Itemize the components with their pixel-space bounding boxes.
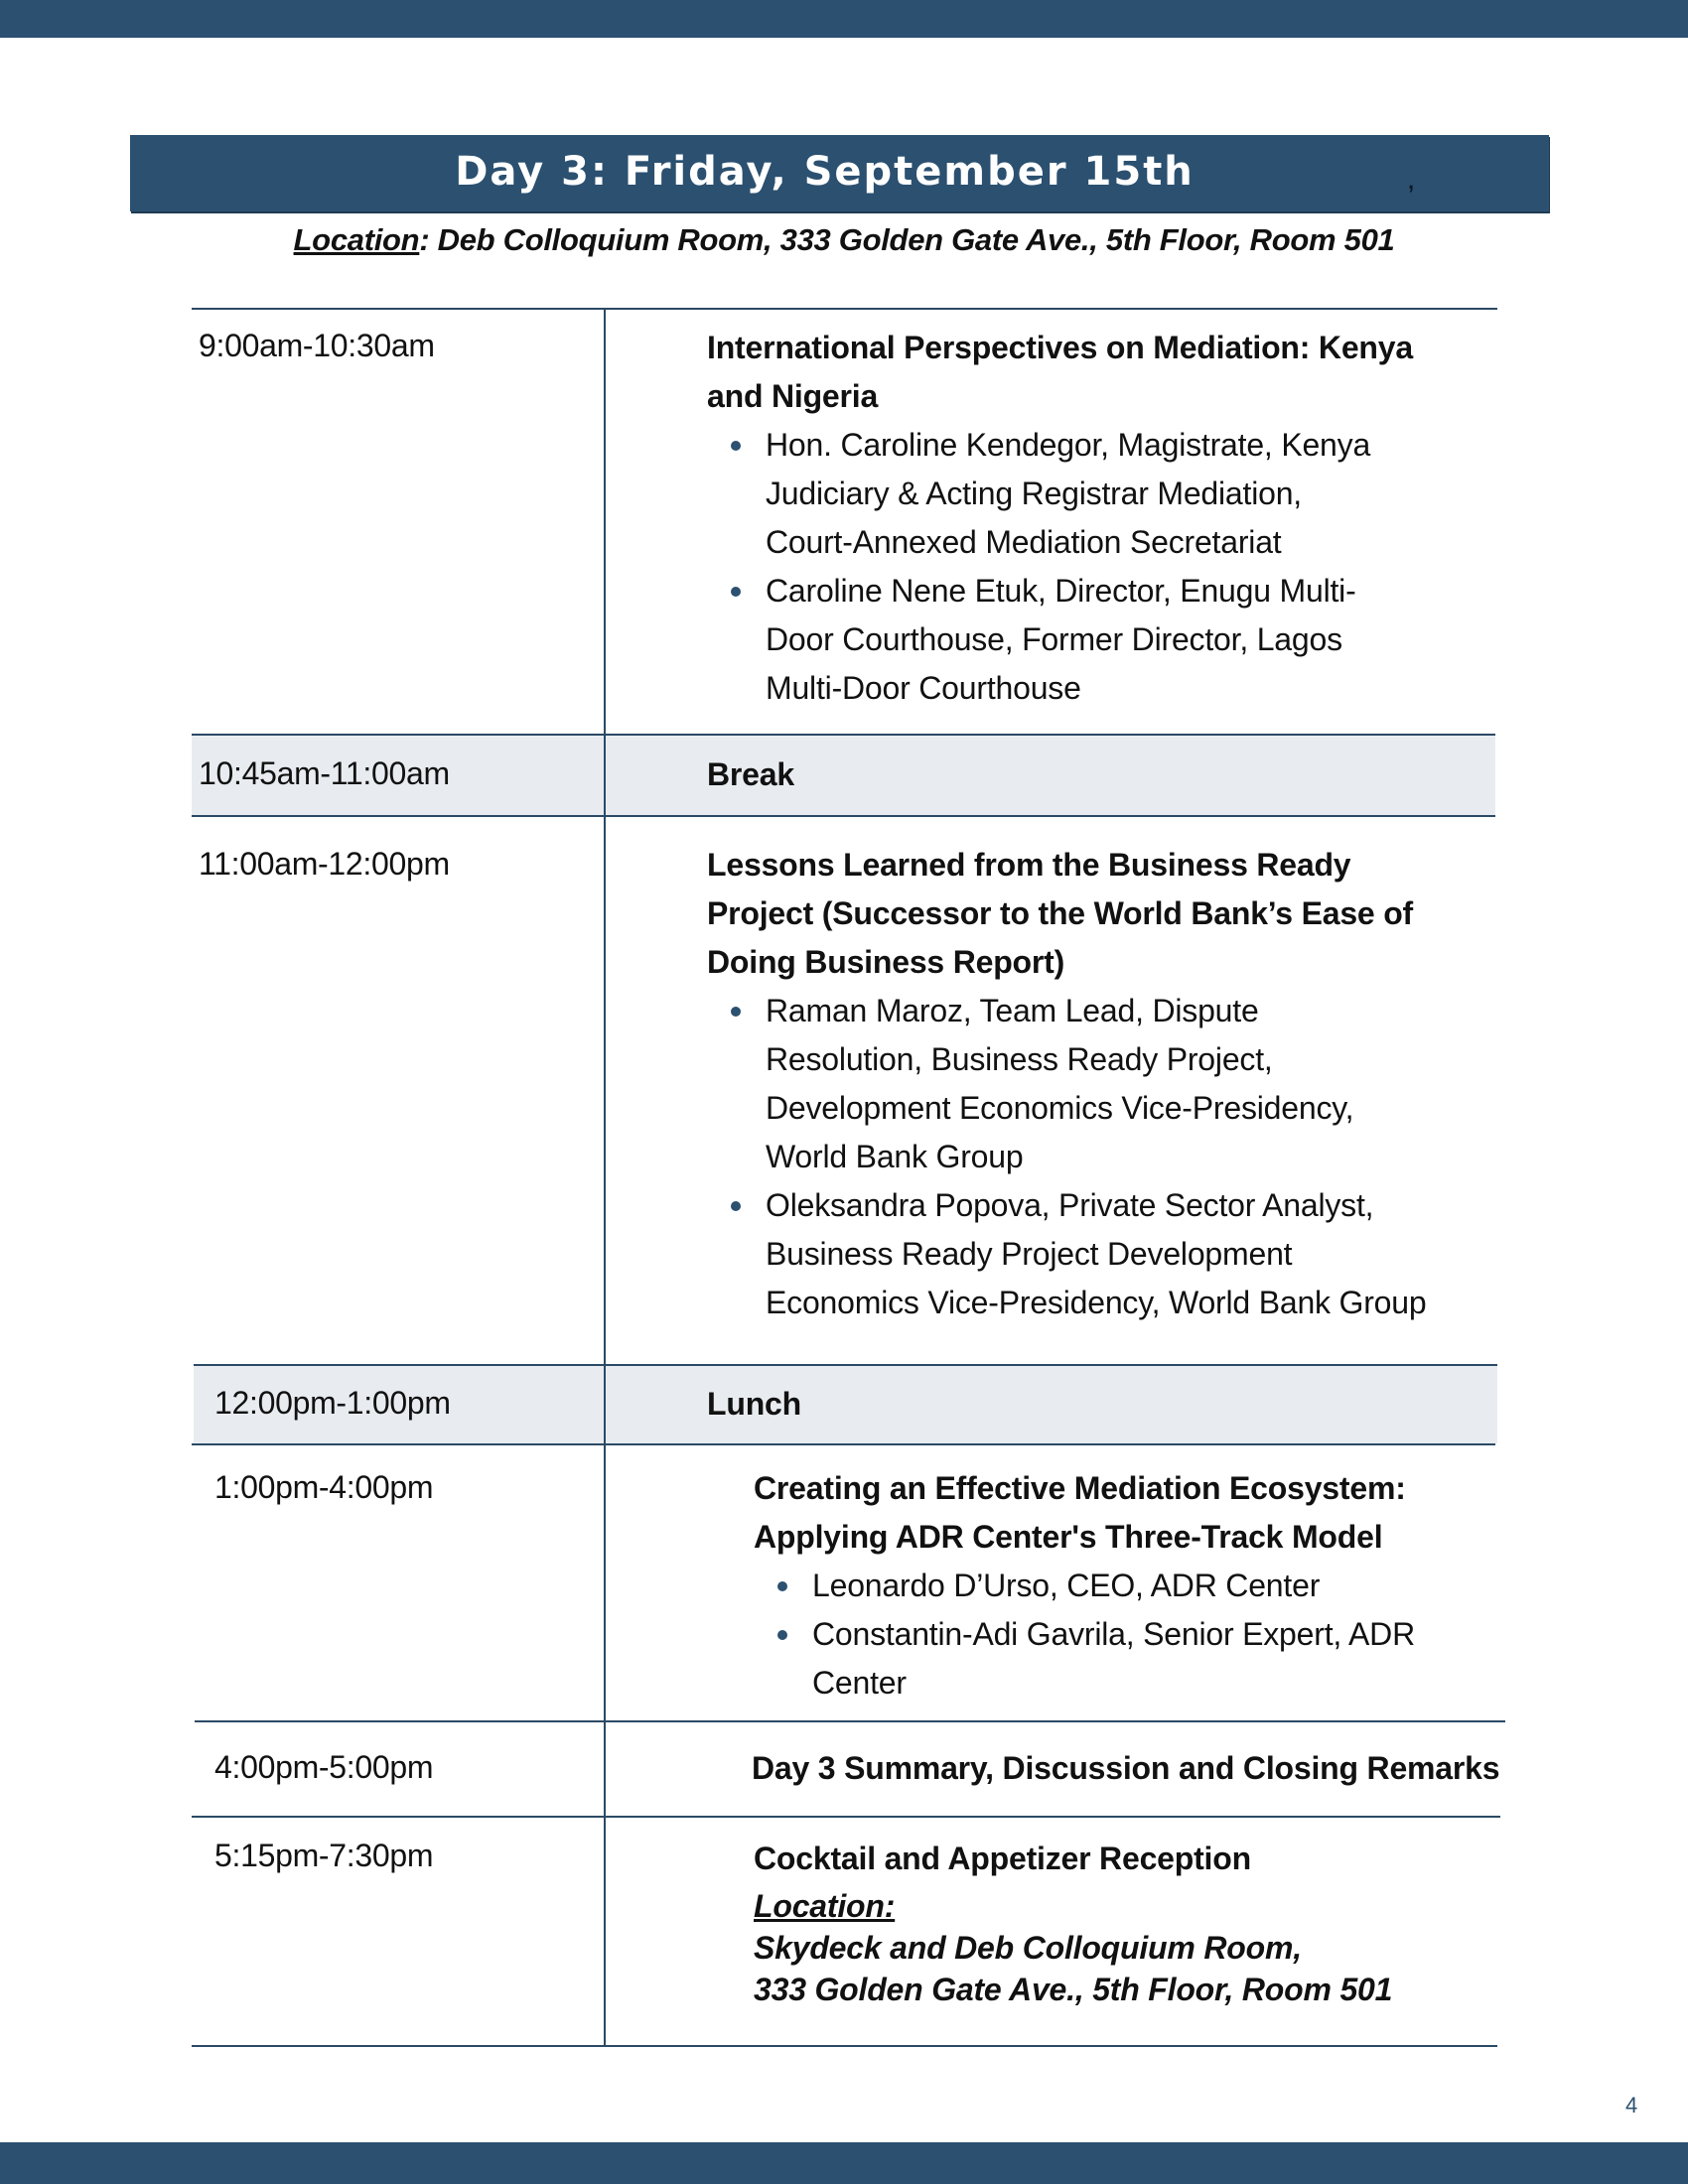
speaker-item: Raman Maroz, Team Lead, Dispute Resolution, Business Ready Project, Development Economics Vice-Presidency, World Bank Group <box>707 987 1501 1181</box>
session-title: Lunch <box>707 1386 801 1422</box>
reception-location-label: Location: <box>754 1888 896 1924</box>
session-time: 10:45am-11:00am <box>199 755 450 791</box>
location-label: Location <box>293 222 420 257</box>
table-rule <box>194 1364 1497 1366</box>
session-block <box>707 1380 801 1429</box>
table-rule <box>195 1720 1505 1722</box>
location-value: Deb Colloquium Room, 333 Golden Gate Ave., 5th Floor, Room 501 <box>429 222 1395 257</box>
session-time: 1:00pm-4:00pm <box>214 1469 434 1505</box>
speaker-list <box>707 421 1491 713</box>
speaker-item: Constantin-Adi Gavrila, Senior Expert, ADR Center <box>754 1610 1508 1707</box>
reception-location: Location: Skydeck and Deb Colloquium Room, 333 Golden Gate Ave., 5th Floor, Room 501 <box>754 1885 1392 2010</box>
session-title: Day 3 Summary, Discussion and Closing Remarks <box>752 1750 1500 1786</box>
session-time: 4:00pm-5:00pm <box>214 1749 434 1785</box>
bullet-icon <box>731 587 741 597</box>
table-rule <box>192 1443 1495 1445</box>
session-title: Lessons Learned from the Business Ready Project (Successor to the World Bank’s Ease of Doing Business Report) <box>707 847 1414 980</box>
speaker-item: Leonardo D’Urso, CEO, ADR Center <box>754 1562 1508 1610</box>
location-colon: : <box>419 222 430 257</box>
session-block <box>752 1744 1499 1793</box>
top-band <box>0 0 1688 38</box>
bullet-icon <box>731 1007 741 1017</box>
bottom-band <box>0 2142 1688 2184</box>
session-block <box>707 841 1501 1327</box>
page-number: 4 <box>1625 2093 1638 2117</box>
table-rule <box>192 308 1497 310</box>
session-block <box>754 1835 1392 2010</box>
session-block <box>707 751 794 799</box>
day-title-banner <box>130 135 1549 211</box>
speaker-list <box>707 987 1501 1327</box>
table-rule <box>192 1816 1500 1818</box>
session-time: 9:00am-10:30am <box>199 328 435 363</box>
session-block <box>707 324 1491 713</box>
table-rule <box>192 734 1495 736</box>
session-title: Creating an Effective Mediation Ecosystem: Applying ADR Center's Three-Track Model <box>754 1470 1406 1555</box>
session-time: 12:00pm-1:00pm <box>214 1385 451 1421</box>
column-divider <box>604 308 606 2047</box>
bullet-icon <box>731 441 741 451</box>
bullet-icon <box>777 1630 787 1640</box>
session-block <box>754 1464 1508 1707</box>
page-title: Day 3: Friday, September 15th <box>455 149 1195 195</box>
session-title: Break <box>707 756 794 792</box>
session-title: Cocktail and Appetizer Reception <box>754 1841 1251 1876</box>
speaker-item: Hon. Caroline Kendegor, Magistrate, Kenya Judiciary & Acting Registrar Mediation, Court-Annexed Mediation Secretariat <box>707 421 1491 567</box>
speaker-list <box>754 1562 1508 1707</box>
session-time: 11:00am-12:00pm <box>199 846 450 882</box>
table-rule <box>192 815 1495 817</box>
speaker-item: Oleksandra Popova, Private Sector Analyst, Business Ready Project Development Economics Vice-Presidency, World Bank Group <box>707 1181 1501 1327</box>
venue-location <box>0 222 1688 258</box>
table-rule <box>192 2045 1497 2047</box>
stray-comma-mark: , <box>1408 169 1415 194</box>
bullet-icon <box>777 1581 787 1591</box>
session-title: International Perspectives on Mediation: Kenya and Nigeria <box>707 330 1413 414</box>
session-time: 5:15pm-7:30pm <box>214 1838 434 1873</box>
speaker-item: Caroline Nene Etuk, Director, Enugu Multi- Door Courthouse, Former Director, Lagos Multi-Door Courthouse <box>707 567 1491 713</box>
bullet-icon <box>731 1201 741 1211</box>
